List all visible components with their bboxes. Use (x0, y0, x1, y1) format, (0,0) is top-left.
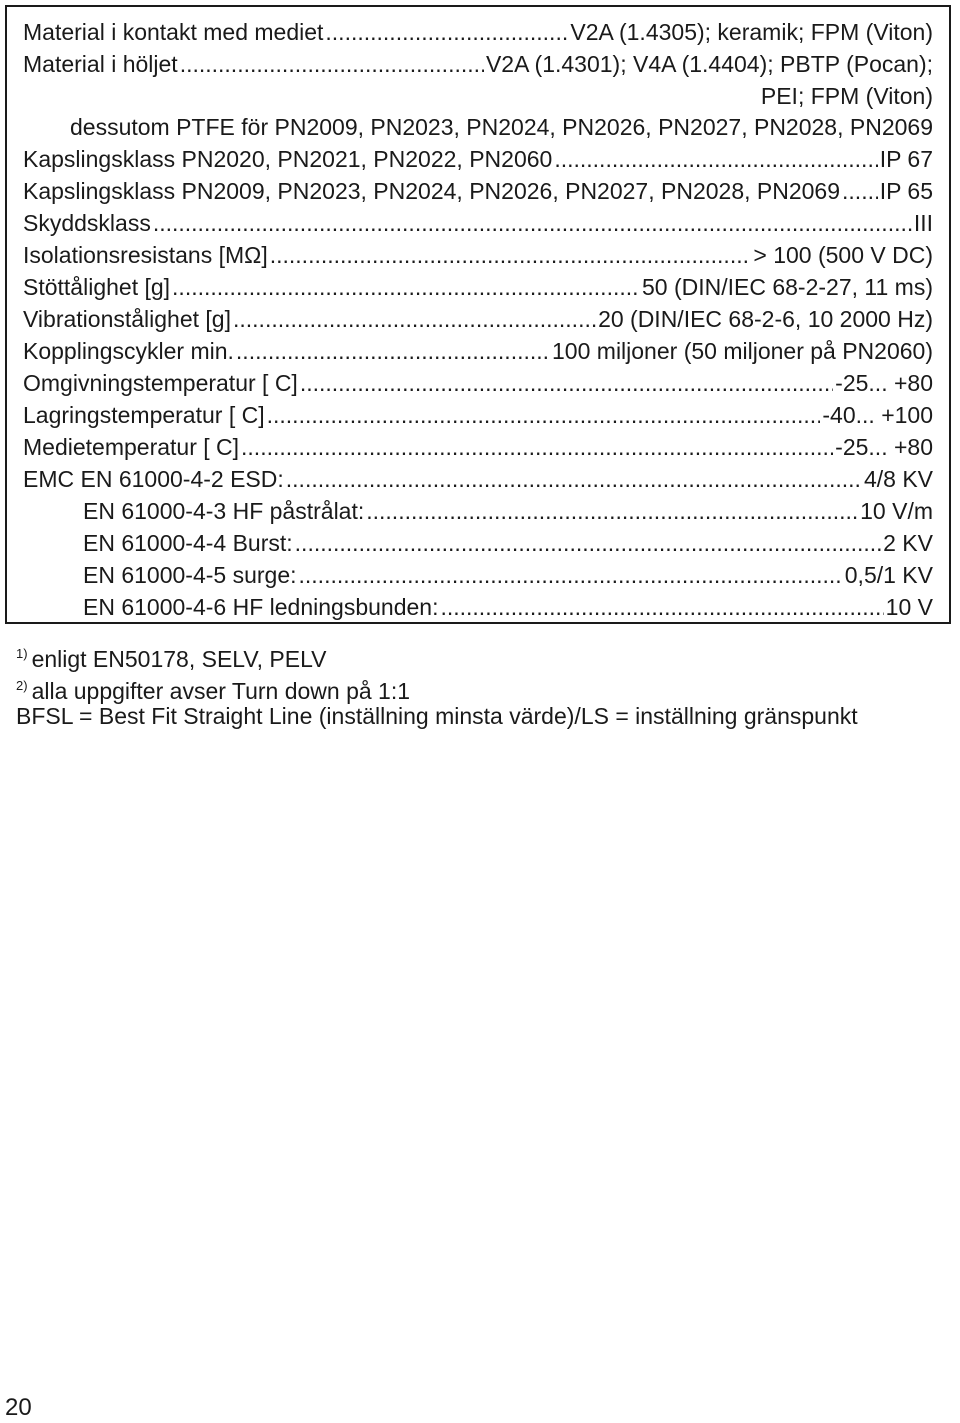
spec-label: Vibrationstålighet [g] (23, 306, 231, 332)
spec-value: 0,5/1 KV (844, 562, 933, 588)
page-number: 20 (5, 1394, 32, 1421)
footnote-bfsl (16, 701, 858, 732)
footnote-marker: 2) (16, 678, 28, 693)
spec-label: Omgivningstemperatur [ C] (23, 370, 298, 396)
spec-value: dessutom PTFE för PN2009, PN2023, PN2024, PN2026, PN2027, PN2028, PN2069 (69, 114, 933, 140)
spec-label: Lagringstemperatur [ C] (23, 402, 265, 428)
spec-label: Medietemperatur [ C] (23, 434, 240, 460)
footnote-marker: 1) (16, 646, 28, 661)
footnote-text: alla uppgifter avser Turn down på 1:1 (31, 678, 411, 704)
leader-dots (241, 432, 833, 463)
leader-dots (270, 240, 752, 271)
spec-value: IP 65 (879, 178, 933, 204)
spec-row-storage-temp (23, 400, 933, 431)
spec-label: Material i kontakt med mediet (23, 19, 324, 45)
spec-value: 4/8 KV (863, 466, 933, 492)
spec-label: Isolationsresistans [MΩ] (23, 242, 268, 268)
spec-label: Kapslingsklass PN2020, PN2021, PN2022, PN2060 (23, 146, 553, 172)
spec-label: EN 61000-4-6 HF ledningsbunden: (83, 594, 439, 620)
spec-value: 20 (DIN/IEC 68-2-6, 10 2000 Hz) (598, 306, 933, 332)
spec-value: III (913, 210, 933, 236)
spec-value: 10 V (885, 594, 933, 620)
spec-value: V2A (1.4305); keramik; FPM (Viton) (570, 19, 933, 45)
leader-dots (153, 208, 912, 239)
spec-value: 2 KV (883, 530, 933, 556)
spec-row-material-contact (23, 17, 933, 48)
spec-row-material-housing-cont (23, 81, 933, 112)
spec-value: > 100 (500 V DC) (753, 242, 933, 268)
leader-dots (286, 464, 862, 495)
spec-row-material-ptfe (23, 112, 933, 143)
spec-label: EN 61000-4-5 surge: (83, 562, 297, 588)
spec-row-protection-ip67 (23, 144, 933, 175)
spec-label: EMC EN 61000-4-2 ESD: (23, 466, 284, 492)
spec-label: Stöttålighet [g] (23, 274, 171, 300)
spec-value: 10 V/m (860, 498, 933, 524)
spec-value: -25... +80 (835, 370, 933, 396)
leader-dots (554, 144, 877, 175)
spec-row-shock (23, 272, 933, 303)
spec-value: -40... +100 (822, 402, 933, 428)
spec-row-material-housing (23, 49, 933, 80)
leader-dots (300, 368, 833, 399)
spec-row-protection-class (23, 208, 933, 239)
spec-label: EN 61000-4-3 HF påstrålat: (83, 498, 365, 524)
spec-value: 100 miljoner (50 miljoner på PN2060) (552, 338, 933, 364)
leader-dots (366, 496, 858, 527)
spec-row-insulation (23, 240, 933, 271)
leader-dots (842, 176, 878, 207)
spec-row-emc-esd (23, 464, 933, 495)
spec-row-protection-ip65 (23, 176, 933, 207)
leader-dots (180, 49, 484, 80)
specification-table (5, 5, 951, 624)
spec-value: 50 (DIN/IEC 68-2-27, 11 ms) (641, 274, 933, 300)
leader-dots (295, 528, 881, 559)
spec-row-switching-cycles (23, 336, 933, 367)
spec-row-ambient-temp (23, 368, 933, 399)
spec-label: EN 61000-4-4 Burst: (83, 530, 293, 556)
spec-label: Skyddsklass (23, 210, 151, 236)
spec-value: V2A (1.4301); V4A (1.4404); PBTP (Pocan); (485, 51, 933, 77)
spec-row-medium-temp (23, 432, 933, 463)
leader-dots (267, 400, 821, 431)
spec-value: IP 67 (879, 146, 933, 172)
spec-row-emc-burst (83, 528, 933, 559)
leader-dots (236, 336, 550, 367)
spec-label: Material i höljet (23, 51, 178, 77)
spec-value: PEI; FPM (Viton) (760, 83, 933, 109)
leader-dots (325, 17, 568, 48)
footnote-text: BFSL = Best Fit Straight Line (inställning minsta värde)/LS = inställning gränspunkt (16, 703, 858, 729)
footnote-text: enligt EN50178, SELV, PELV (31, 646, 327, 672)
spec-label: Kapslingsklass PN2009, PN2023, PN2024, PN2026, PN2027, PN2028, PN2069 (23, 178, 841, 204)
leader-dots (172, 272, 640, 303)
leader-dots (299, 560, 843, 591)
spec-row-vibration (23, 304, 933, 335)
spec-label: Kopplingscykler min. (23, 338, 234, 364)
spec-row-emc-surge (83, 560, 933, 591)
leader-dots (440, 592, 883, 623)
spec-value: -25... +80 (835, 434, 933, 460)
spec-row-emc-hf-conducted (83, 592, 933, 623)
leader-dots (233, 304, 596, 335)
spec-row-emc-hf-radiated (83, 496, 933, 527)
